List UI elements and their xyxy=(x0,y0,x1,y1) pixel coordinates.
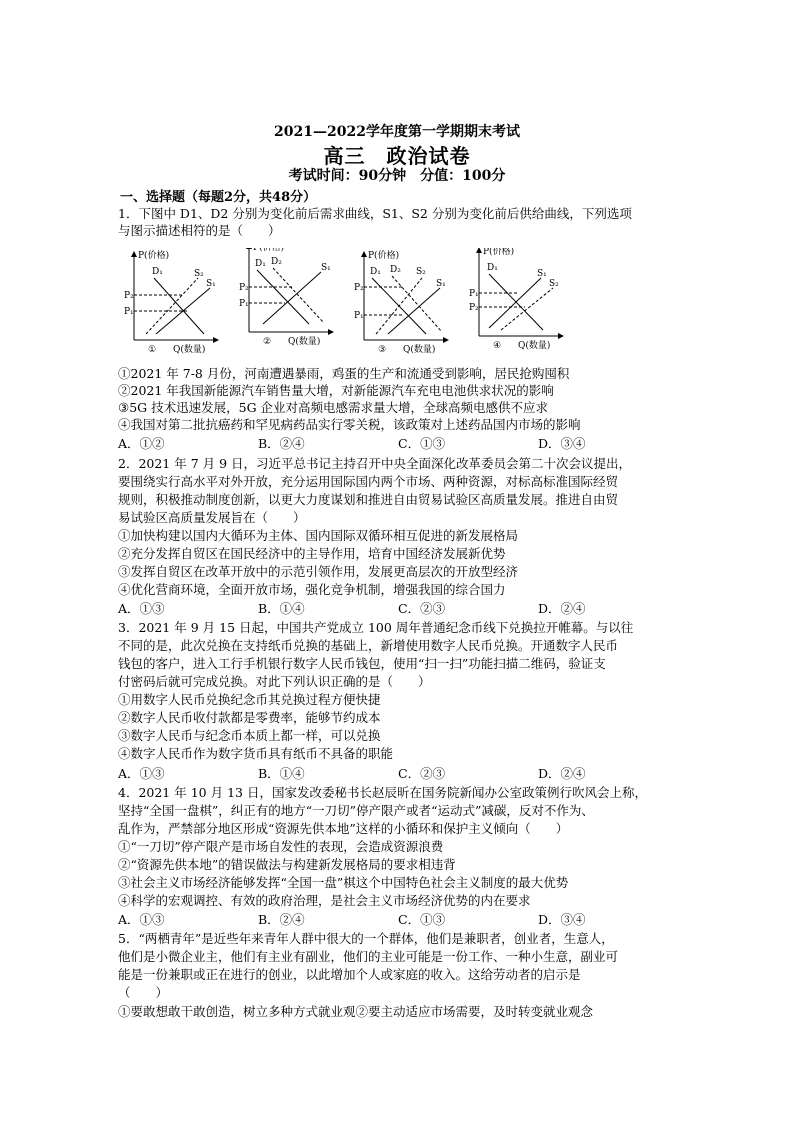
q1-item-4: ④我国对第二批抗癌药和罕见病药品实行零关税，该政策对上述药品国内市场的影响 xyxy=(118,417,581,432)
svg-text:D₂: D₂ xyxy=(390,265,401,275)
svg-text:Q(数量): Q(数量) xyxy=(288,337,321,347)
option-a[interactable]: A．①② xyxy=(118,436,165,451)
graph-4 xyxy=(469,248,561,351)
q1-options xyxy=(118,434,678,452)
q2-stem-line-4: 易试验区高质量发展旨在（ ） xyxy=(118,510,306,525)
graph-3 xyxy=(354,249,446,355)
q3-item-4: ④数字人民币作为数字货币具有纸币不具备的职能 xyxy=(118,746,394,761)
q2-item-3: ③发挥自贸区在改革开放中的示范引领作用，发展更高层次的开放型经济 xyxy=(118,564,519,579)
svg-text:P(价格): P(价格) xyxy=(483,248,515,257)
svg-text:③: ③ xyxy=(378,345,387,355)
section-heading: 一、选择题（每题2分，共48分） xyxy=(120,190,317,205)
q5-stem-line-1: 5．“两栖青年”是近些年来青年人群中很大的一个群体，他们是兼职者，创业者，生意人， xyxy=(118,931,614,946)
svg-text:P₂: P₂ xyxy=(354,283,364,293)
option-a[interactable]: A．①③ xyxy=(118,601,165,616)
option-c[interactable]: C．①③ xyxy=(398,436,446,451)
svg-text:S₁: S₁ xyxy=(321,263,331,273)
svg-text:S₂: S₂ xyxy=(194,269,204,279)
option-b[interactable]: B．②④ xyxy=(258,912,305,927)
option-d[interactable]: D．③④ xyxy=(538,436,586,451)
q2-item-4: ④优化营商环境，全面开放市场，强化竞争机制，增强我国的综合国力 xyxy=(118,582,506,597)
q1-item-3: ③5G 技术迅速发展，5G 企业对高频电感需求量大增，全球高频电感供不应求 xyxy=(118,400,549,415)
option-a[interactable]: A．①③ xyxy=(118,766,165,781)
option-c[interactable]: C．②③ xyxy=(398,601,446,616)
q4-item-4: ④科学的宏观调控、有效的政府治理，是社会主义市场经济优势的内在要求 xyxy=(118,893,531,908)
q3-item-1: ①用数字人民币兑换纪念币其兑换过程方便快捷 xyxy=(118,692,381,707)
svg-text:Q(数量): Q(数量) xyxy=(518,341,551,351)
q5-stem-line-3: 能是一份兼职或正在进行的创业，以此增加个人或家庭的收入。这给劳动者的启示是 xyxy=(118,967,581,982)
q4-item-2: ②“资源先供本地”的错误做法与构建新发展格局的要求相违背 xyxy=(118,857,456,872)
q3-stem-line-1: 3．2021 年 9 月 15 日起，中国共产党成立 100 周年普通纪念币线下兑换拉开帷幕。与以往 xyxy=(118,620,634,635)
q1-supply-demand-graphs xyxy=(118,248,578,358)
q1-stem-line-1: 1．下图中 D1、D2 分别为变化前后需求曲线，S1、S2 分别为变化前后供给曲线，下列选项 xyxy=(118,206,632,221)
svg-text:P₂: P₂ xyxy=(239,283,249,293)
svg-text:S₁: S₁ xyxy=(206,279,216,289)
option-a[interactable]: A．①③ xyxy=(118,912,165,927)
option-b[interactable]: B．①④ xyxy=(258,766,305,781)
option-d[interactable]: D．③④ xyxy=(538,912,586,927)
svg-text:D₁: D₁ xyxy=(487,263,498,273)
q3-options xyxy=(118,764,678,782)
q4-item-3: ③社会主义市场经济能够发挥“全国一盘”棋这个中国特色社会主义制度的最大优势 xyxy=(118,875,569,890)
q5-item-1: ①要敢想敢干敢创造，树立多种方式就业观②要主动适应市场需要，及时转变就业观念 xyxy=(118,1004,594,1019)
graph-1 xyxy=(124,249,216,355)
graph-number: ① xyxy=(148,345,157,355)
price-axis-label: P(价格) xyxy=(138,251,170,261)
q3-item-3: ③数字人民币与纪念币本质上都一样，可以兑换 xyxy=(118,728,381,743)
q4-options xyxy=(118,910,678,928)
svg-text:Q(数量): Q(数量) xyxy=(403,345,436,355)
exam-title: 2021—2022学年度第一学期期末考试 xyxy=(274,124,520,140)
q4-stem-line-3: 乱作为，严禁部分地区形成“资源先供本地”这样的小循环和保护主义倾向（ ） xyxy=(118,821,569,836)
svg-text:P(价格): P(价格) xyxy=(253,248,285,253)
svg-text:P₁: P₁ xyxy=(354,311,364,321)
svg-text:S₁: S₁ xyxy=(537,269,547,279)
q4-item-1: ①“一刀切”停产限产是市场自发性的表现，会造成资源浪费 xyxy=(118,839,444,854)
q1-stem-line-2: 与图示描述相符的是（ ） xyxy=(118,223,281,238)
svg-text:S₂: S₂ xyxy=(416,267,426,277)
q3-stem-line-3: 钱包的客户，进入工行手机银行数字人民币钱包，使用“扫一扫”功能扫描二维码，验证支 xyxy=(118,656,606,671)
q1-item-1: ①2021 年 7-8 月份，河南遭遇暴雨，鸡蛋的生产和流通受到影响，居民抢购囤积 xyxy=(118,366,570,381)
svg-text:D₂: D₂ xyxy=(271,257,282,267)
q4-stem-line-2: 坚持“全国一盘棋”，纠正有的地方“一刀切”停产限产或者“运动式”减碳，反对不作为、 xyxy=(118,803,594,818)
svg-text:④: ④ xyxy=(493,341,502,351)
svg-text:D₁: D₁ xyxy=(255,259,266,269)
q3-item-2: ②数字人民币收付款都是零费率，能够节约成本 xyxy=(118,710,381,725)
q2-options xyxy=(118,599,678,617)
svg-text:②: ② xyxy=(263,337,272,347)
svg-text:P₁: P₁ xyxy=(124,307,134,317)
option-c[interactable]: C．②③ xyxy=(398,766,446,781)
svg-text:S₁: S₁ xyxy=(436,279,446,289)
option-b[interactable]: B．②④ xyxy=(258,436,305,451)
q4-stem-line-1: 4．2021 年 10 月 13 日，国家发改委秘书长赵辰昕在国务院新闻办公室政策例行吹风会上称， xyxy=(118,785,647,800)
subject-title: 高三 政治试卷 xyxy=(323,144,471,168)
svg-text:P₁: P₁ xyxy=(239,299,249,309)
q3-stem-line-2: 不同的是，此次兑换在支持纸币兑换的基础上，新增使用数字人民币兑换。开通数字人民币 xyxy=(118,638,619,653)
q2-item-2: ②充分发挥自贸区在国民经济中的主导作用，培育中国经济发展新优势 xyxy=(118,546,506,561)
q2-stem-line-2: 要围绕实行高水平对外开放，充分运用国际国内两个市场、两种资源，对标高标准国际经贸 xyxy=(118,474,619,489)
exam-meta: 考试时间：90分钟 分值：100分 xyxy=(288,168,506,184)
svg-text:P₂: P₂ xyxy=(469,303,479,313)
q2-stem-line-1: 2．2021 年 7 月 9 日，习近平总书记主持召开中央全面深化改革委员会第二十次会议提出， xyxy=(118,456,632,471)
option-d[interactable]: D．②④ xyxy=(538,601,586,616)
option-b[interactable]: B．①④ xyxy=(258,601,305,616)
quantity-axis-label: Q(数量) xyxy=(173,345,206,355)
q1-item-2: ②2021 年我国新能源汽车销售量大增，对新能源汽车充电电池供求状况的影响 xyxy=(118,383,554,398)
q3-stem-line-4: 付密码后就可完成兑换。对此下列认识正确的是（ ） xyxy=(118,674,431,689)
svg-text:P₁: P₁ xyxy=(469,289,479,299)
svg-text:S₂: S₂ xyxy=(549,279,559,289)
graph-2 xyxy=(239,248,331,347)
q2-stem-line-3: 规则，积极推动制度创新，以更大力度谋划和推进自由贸易试验区高质量发展。推进自由贸 xyxy=(118,492,619,507)
q2-item-1: ①加快构建以国内大循环为主体、国内国际双循环相互促进的新发展格局 xyxy=(118,528,519,543)
svg-text:D₁: D₁ xyxy=(152,267,163,277)
q5-stem-line-4: （ ） xyxy=(118,985,169,1000)
svg-text:P(价格): P(价格) xyxy=(368,251,400,261)
option-c[interactable]: C．①③ xyxy=(398,912,446,927)
svg-text:D₁: D₁ xyxy=(370,267,381,277)
q5-stem-line-2: 他们是小微企业主，他们有主业有副业，他们的主业可能是一份工作、一种小生意，副业可 xyxy=(118,949,619,964)
svg-text:P₂: P₂ xyxy=(124,291,134,301)
option-d[interactable]: D．②④ xyxy=(538,766,586,781)
